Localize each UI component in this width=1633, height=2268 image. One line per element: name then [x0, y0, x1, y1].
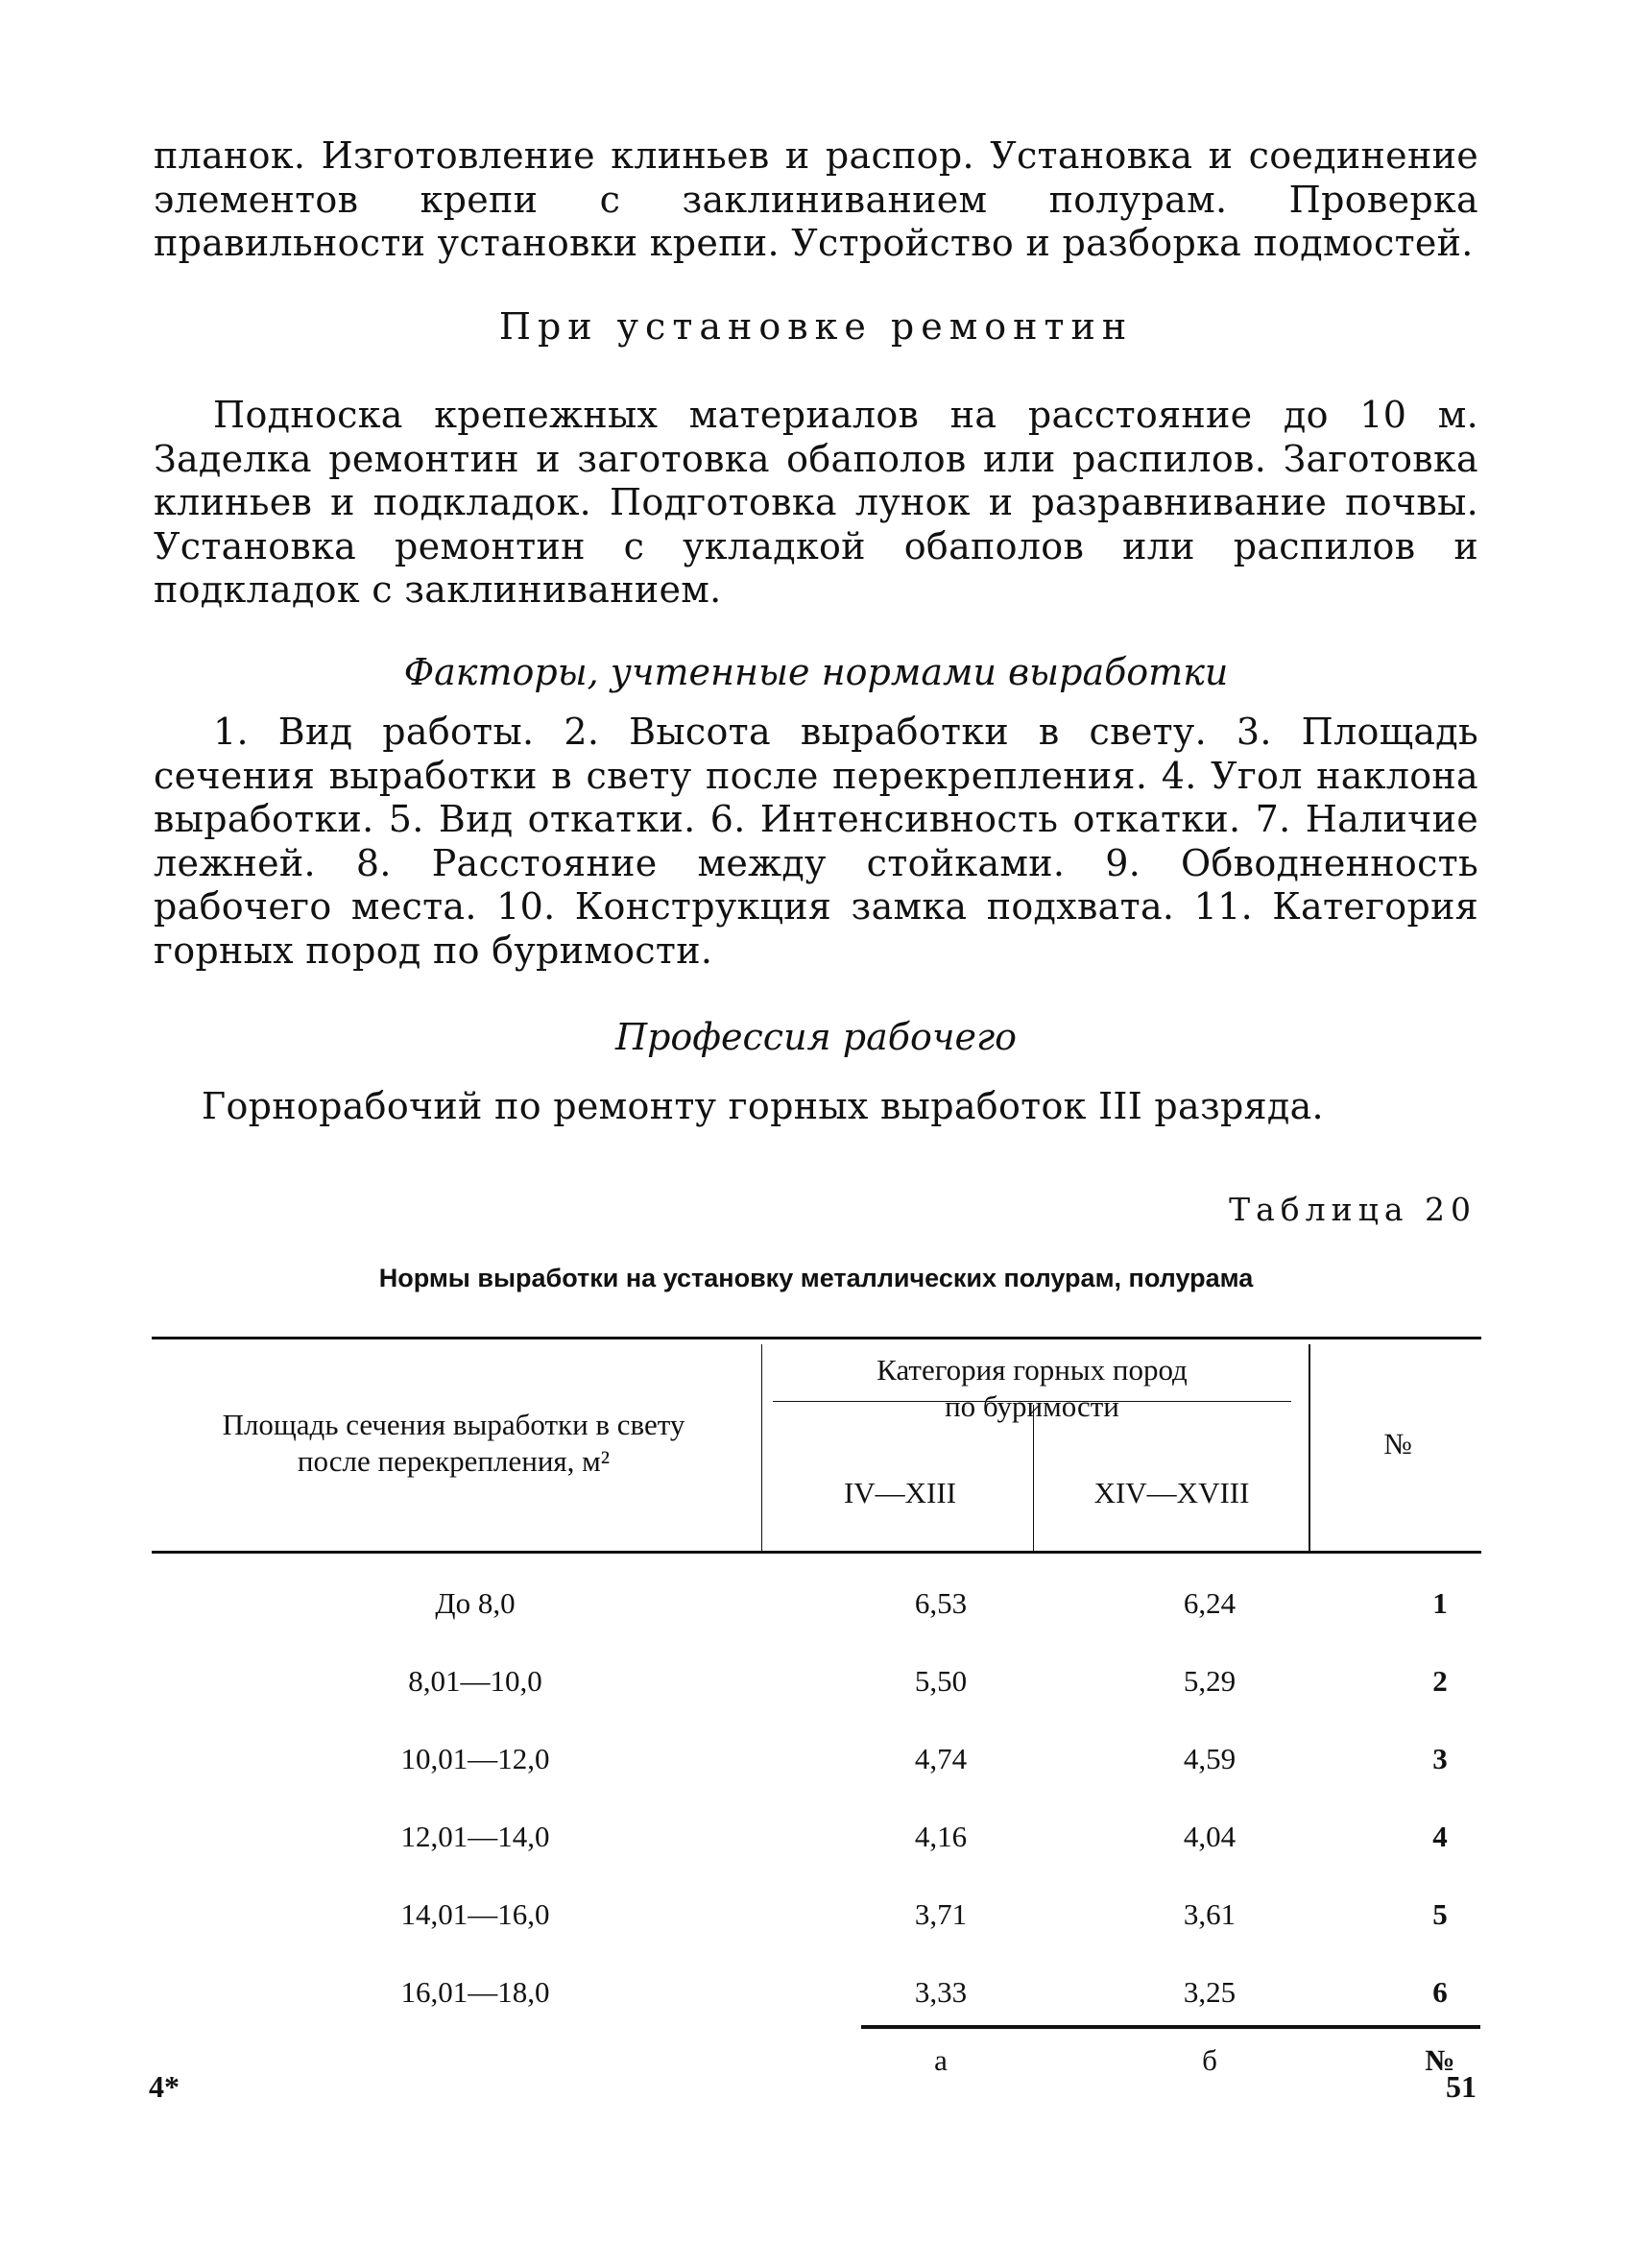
- cell-area: 8,01—10,0: [408, 1664, 542, 1698]
- footer-col-a: а: [934, 2043, 948, 2077]
- paragraph-3: 1. Вид работы. 2. Высота выработки в свету. 3. Площадь сечения выработки в свету после перекрепления. 4. Угол наклона выработки. 5. Вид откатки. 6. Интенсивность откатки. 7. Наличие лежней. 8. Расстояние между стойками. 9. Обводненность рабочего места. 10. Конструкция замка подхвата. 11. Категория горных пород по буримости.: [154, 711, 1478, 972]
- table-bottom-rule: [861, 2025, 1480, 2029]
- table-number: Таблица 20: [1229, 1191, 1477, 1228]
- cell-a: 6,53: [914, 1586, 968, 1620]
- cell-area: 16,01—18,0: [400, 1975, 550, 2009]
- cell-a: 5,50: [914, 1664, 968, 1698]
- footer-col-no: №: [1425, 2043, 1455, 2077]
- heading-repair-props: При установке ремонтин: [498, 305, 1134, 348]
- cell-a: 3,33: [914, 1975, 968, 2009]
- cell-b: 5,29: [1183, 1664, 1237, 1698]
- paragraph-1: планок. Изготовление клиньев и распор. Установка и соединение элементов крепи с заклиниванием полурам. Проверка правильности установки крепи. Устройство и разборка подмостей.: [154, 134, 1478, 264]
- page-number: 51: [1446, 2069, 1477, 2104]
- cell-area: 10,01—12,0: [400, 1742, 550, 1775]
- cell-b: 4,04: [1183, 1820, 1237, 1853]
- header-area: [144, 1407, 763, 1480]
- header-area-line1: Площадь сечения выработки в свету: [222, 1408, 685, 1441]
- header-area-line2: после перекрепления, м²: [297, 1444, 611, 1478]
- cell-no: 3: [1432, 1742, 1448, 1775]
- paragraph-2: Подноска крепежных материалов на расстояние до 10 м. Заделка ремонтин и заготовка обаполов или распилов. Заготовка клиньев и подкладок. Подготовка лунок и разравнивание почвы. Установка ремонтин с укладкой обаполов или распилов и подкладок с заклиниванием.: [154, 394, 1478, 611]
- cell-b: 4,59: [1183, 1742, 1237, 1775]
- cell-no: 6: [1432, 1975, 1448, 2009]
- table-top-rule: [152, 1337, 1481, 1339]
- table-divider: [1033, 1405, 1034, 1551]
- header-col-a: IV—XIII: [843, 1476, 957, 1509]
- cell-no: 5: [1432, 1897, 1448, 1931]
- cell-no: 2: [1432, 1664, 1448, 1698]
- header-col-b: XIV—XVIII: [1093, 1476, 1250, 1509]
- cell-a: 4,16: [914, 1820, 968, 1853]
- cell-area: До 8,0: [435, 1586, 516, 1620]
- header-rock-category: [768, 1352, 1296, 1425]
- cell-no: 4: [1432, 1820, 1448, 1853]
- table-divider: [1309, 1344, 1310, 1551]
- cell-b: 6,24: [1183, 1586, 1237, 1620]
- paragraph-4: Горнорабочий по ремонту горных выработок III разряда.: [202, 1085, 1324, 1127]
- cell-area: 12,01—14,0: [400, 1820, 550, 1853]
- header-group-line1: Категория горных пород: [877, 1353, 1188, 1387]
- header-group-line2: по буримости: [945, 1389, 1119, 1423]
- cell-area: 14,01—16,0: [400, 1897, 550, 1931]
- cell-a: 3,71: [914, 1897, 968, 1931]
- cell-no: 1: [1432, 1586, 1448, 1620]
- footer-col-b: б: [1202, 2043, 1217, 2077]
- signature-mark: 4*: [149, 2069, 180, 2104]
- cell-b: 3,61: [1183, 1897, 1237, 1931]
- table-header-rule: [152, 1551, 1481, 1554]
- table-title: Нормы выработки на установку металлических полурам, полурама: [378, 1264, 1254, 1292]
- heading-profession: Профессия рабочего: [614, 1016, 1018, 1058]
- heading-factors: Факторы, учтенные нормами выработки: [403, 651, 1229, 693]
- header-col-no: №: [1383, 1427, 1412, 1460]
- cell-a: 4,74: [914, 1742, 968, 1775]
- cell-b: 3,25: [1183, 1975, 1237, 2009]
